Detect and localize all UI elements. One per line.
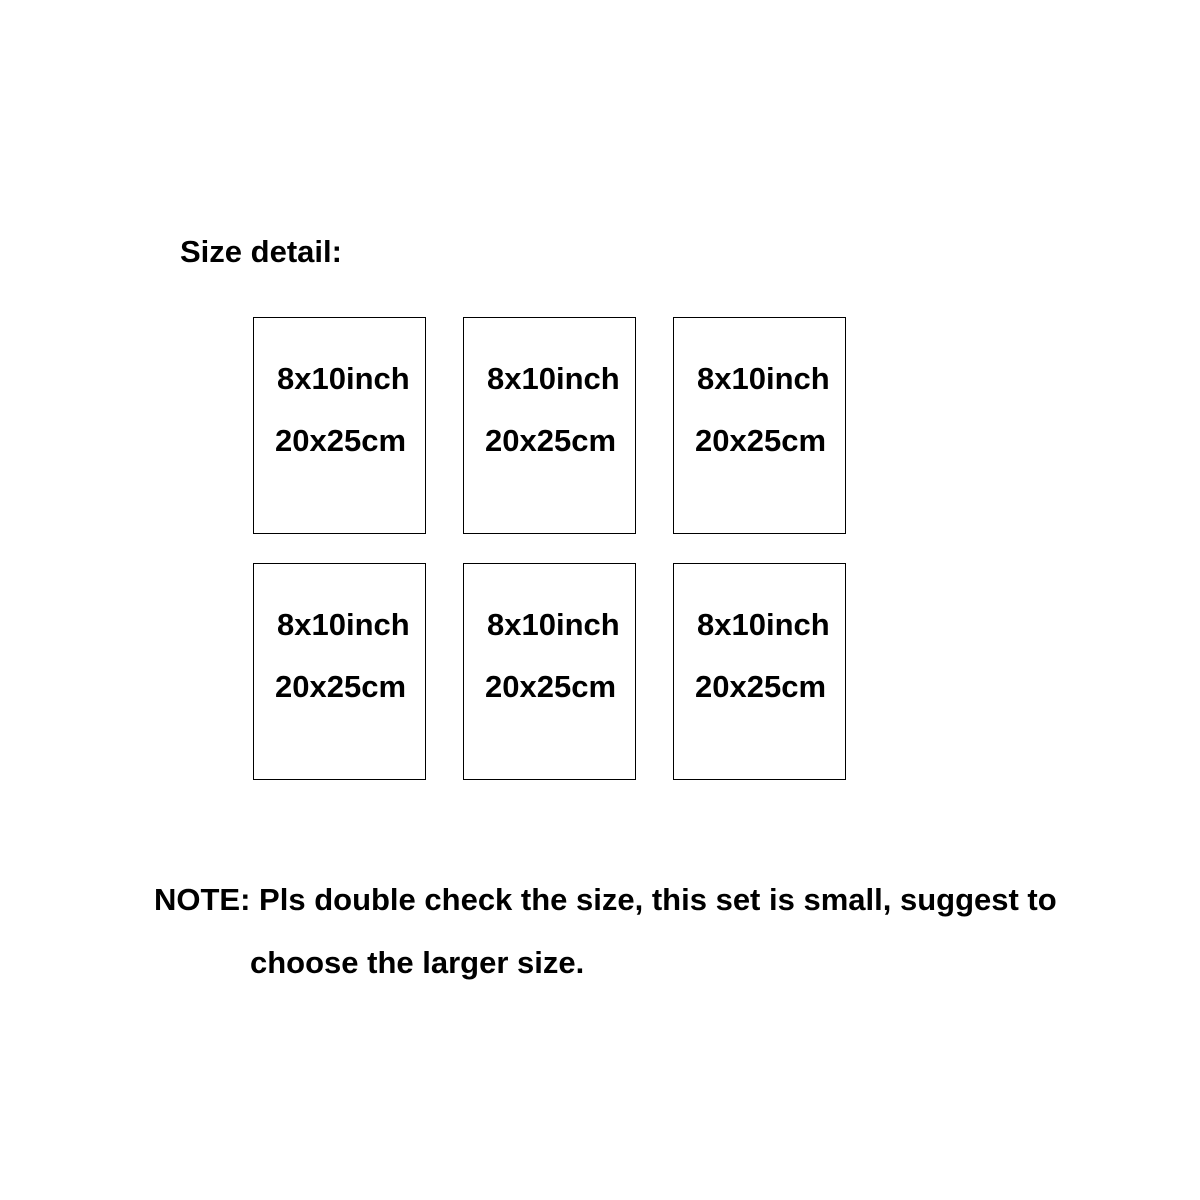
panel-cm-size: 20x25cm [695,669,827,704]
panel-inch-size: 8x10inch [697,607,830,642]
panel-inch-size: 8x10inch [277,361,410,396]
size-panel-6 [673,563,846,780]
panel-cm-size: 20x25cm [485,669,617,704]
size-panel-5 [463,563,636,780]
size-panel-3 [673,317,846,534]
panel-inch-size: 8x10inch [697,361,830,396]
size-panel-4 [253,563,426,780]
size-panel-2 [463,317,636,534]
panel-cm-size: 20x25cm [275,423,407,458]
size-panel-1 [253,317,426,534]
panel-inch-size: 8x10inch [277,607,410,642]
panel-cm-size: 20x25cm [695,423,827,458]
note-text-line-2: choose the larger size. [250,945,585,980]
note-text-line-1: NOTE: Pls double check the size, this set is small, suggest to [154,882,1057,917]
panel-inch-size: 8x10inch [487,607,620,642]
panel-cm-size: 20x25cm [275,669,407,704]
size-detail-heading: Size detail: [180,234,342,269]
panel-cm-size: 20x25cm [485,423,617,458]
panel-inch-size: 8x10inch [487,361,620,396]
